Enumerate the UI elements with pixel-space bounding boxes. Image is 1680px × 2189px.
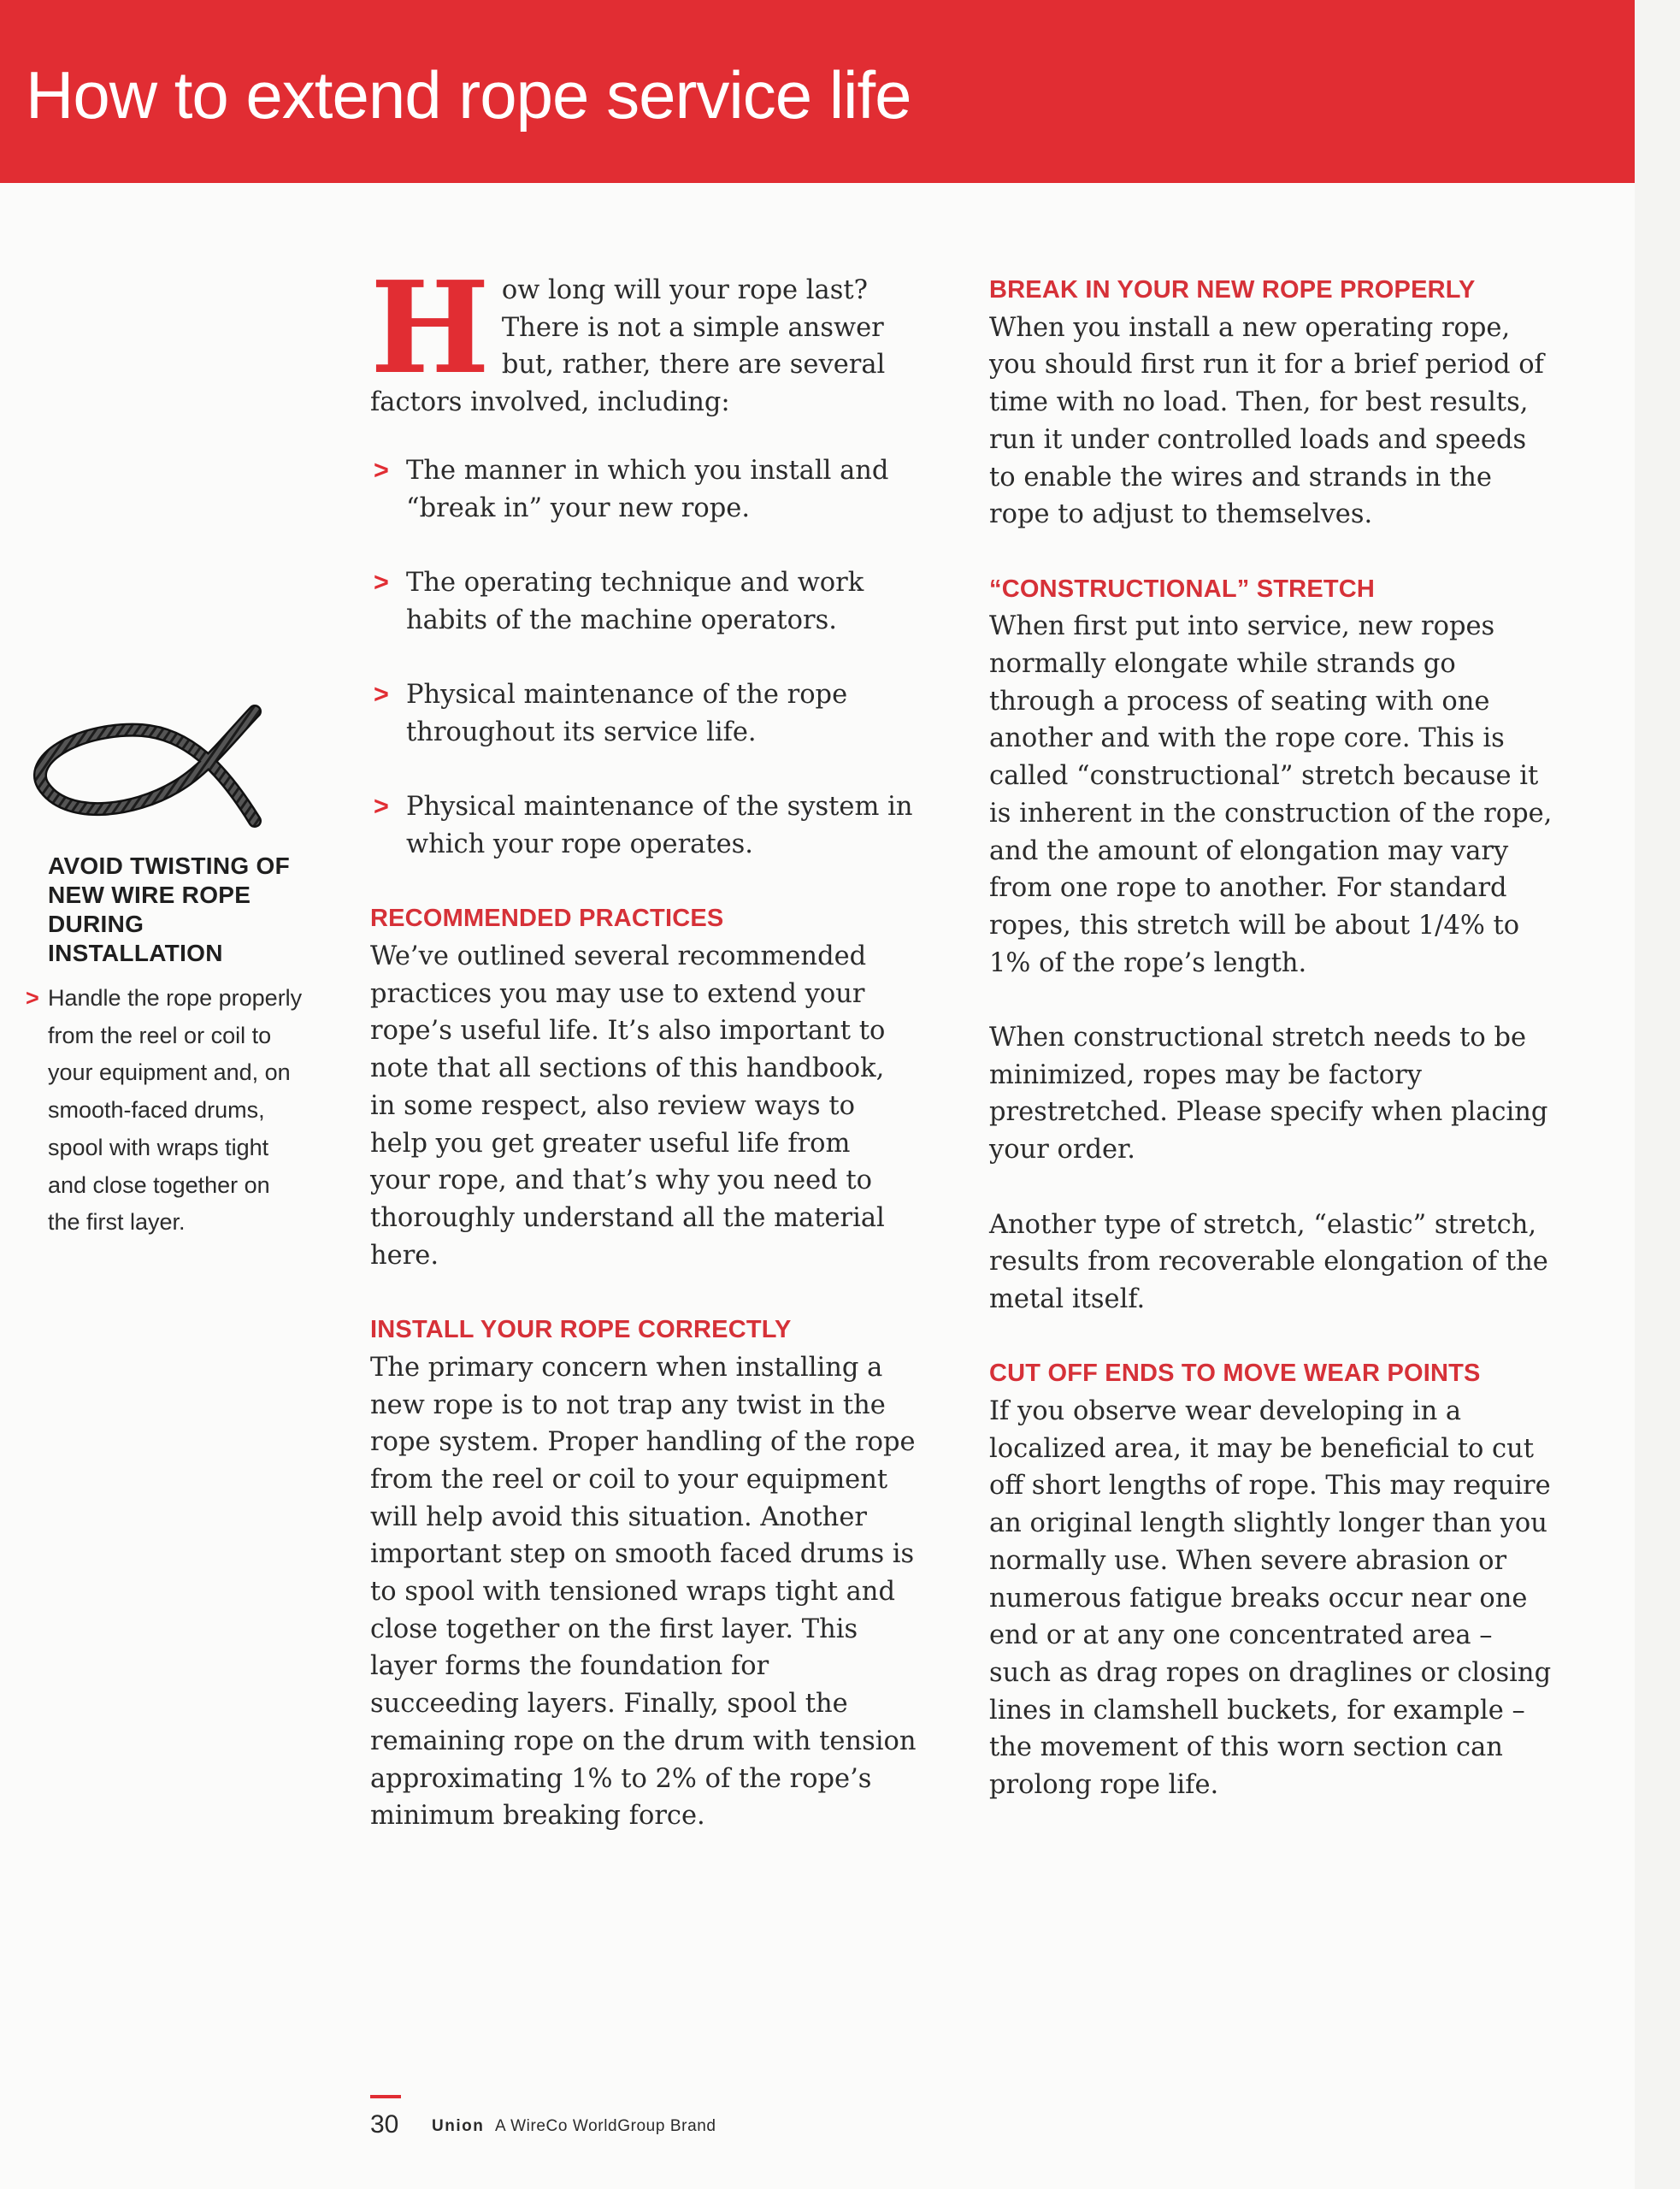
footer-tagline: A WireCo WorldGroup Brand [495, 2117, 716, 2135]
twisted-rope-loop-icon [31, 701, 262, 829]
section-body-stretch-3: Another type of stretch, “elastic” stretch, results from recoverable elongation of the metal itself. [989, 1209, 1548, 1314]
list-item: > Physical maintenance of the system in which your rope operates. [370, 788, 917, 863]
list-item: > Physical maintenance of the rope throughout its service life. [370, 676, 917, 751]
chevron-right-icon: > [374, 456, 389, 485]
factors-list [370, 452, 917, 864]
list-item: > The manner in which you install and “break in” your new rope. [370, 452, 917, 527]
section-heading-stretch: “CONSTRUCTIONAL” STRETCH [989, 575, 1376, 603]
chevron-right-icon: > [374, 792, 389, 822]
list-item: > The operating technique and work habits of the machine operators. [370, 564, 917, 639]
section-body-stretch-2: When constructional stretch needs to be minimized, ropes may be factory prestretched. Please specify when placing your order. [989, 1023, 1548, 1165]
section-heading-recommended: RECOMMENDED PRACTICES [370, 905, 724, 933]
chevron-right-icon: > [374, 568, 389, 598]
chevron-right-icon: > [26, 985, 39, 1011]
page-number: 30 [370, 2110, 399, 2139]
sidebar-body [26, 980, 304, 1242]
footer-rule [370, 2095, 401, 2098]
section-body-install: The primary concern when installing a new rope is to not trap any twist in the rope system. Proper handling of the rope from the reel or coil to your equipment will help avoid this situation. Another important step on smooth faced drums is to spool with tensioned wraps tight and close together on the first layer. This layer forms the foundation for succeeding layers. Finally, spool the remaining rope on the drum with tension approximating 1% to 2% of the rope’s minimum breaking force. [370, 1352, 917, 1832]
title-banner [0, 0, 1635, 183]
page-title: How to extend rope service life [26, 57, 911, 133]
section-body-recommended: We’ve outlined several recommended practices you may use to extend your rope’s useful life. It’s also important to note that all sections of this handbook, in some respect, also review ways to help you get greater useful life from your rope, and that’s why you need to thoroughly understand all the material here. [370, 941, 886, 1271]
footer-brand: Union [432, 2117, 485, 2135]
intro-paragraph [370, 253, 917, 422]
sidebar-body-text: Handle the rope properly from the reel or coil to your equipment and, on smooth-faced drums, spool with wraps tight and close together on the first layer. [48, 985, 303, 1236]
section-body-cut-off: If you observe wear developing in a localized area, it may be beneficial to cut off short lengths of rope. This may require an original length slightly longer than you normally use. When severe abrasion or numerous fatigue breaks occur near one end or at any one concentrated area – such as drag ropes on draglines or closing lines in clamshell buckets, for example – the movement of this worn section can prolong rope life. [989, 1396, 1552, 1801]
chevron-right-icon: > [374, 680, 389, 710]
drop-cap: H [370, 253, 490, 402]
section-heading-break-in: BREAK IN YOUR NEW ROPE PROPERLY [989, 276, 1476, 304]
column-left [370, 253, 917, 1873]
sidebar-title: AVOID TWISTING OF NEW WIRE ROPE DURING INSTALLATION [48, 853, 291, 966]
page-edge [1635, 0, 1680, 2189]
section-heading-install: INSTALL YOUR ROPE CORRECTLY [370, 1316, 792, 1344]
intro-text: ow long will your rope last? There is not a simple answer but, rather, there are several factors involved, including: [370, 275, 886, 418]
column-right [989, 272, 1553, 1841]
section-body-stretch-1: When first put into service, new ropes normally elongate while strands go through a process of seating with one another and with the rope core. This is called “constructional” stretch because it is inherent in the construction of the rope, and the amount of elongation may vary from one rope to another. For standard ropes, this stretch will be about 1/4% to 1% of the rope’s length. [989, 611, 1553, 978]
section-heading-cut-off: CUT OFF ENDS TO MOVE WEAR POINTS [989, 1360, 1481, 1388]
section-body-break-in: When you install a new operating rope, you should first run it for a brief period of time with no load. Then, for best results, run it under controlled loads and speeds to enable the wires and strands in the rope to adjust to themselves. [989, 312, 1544, 530]
